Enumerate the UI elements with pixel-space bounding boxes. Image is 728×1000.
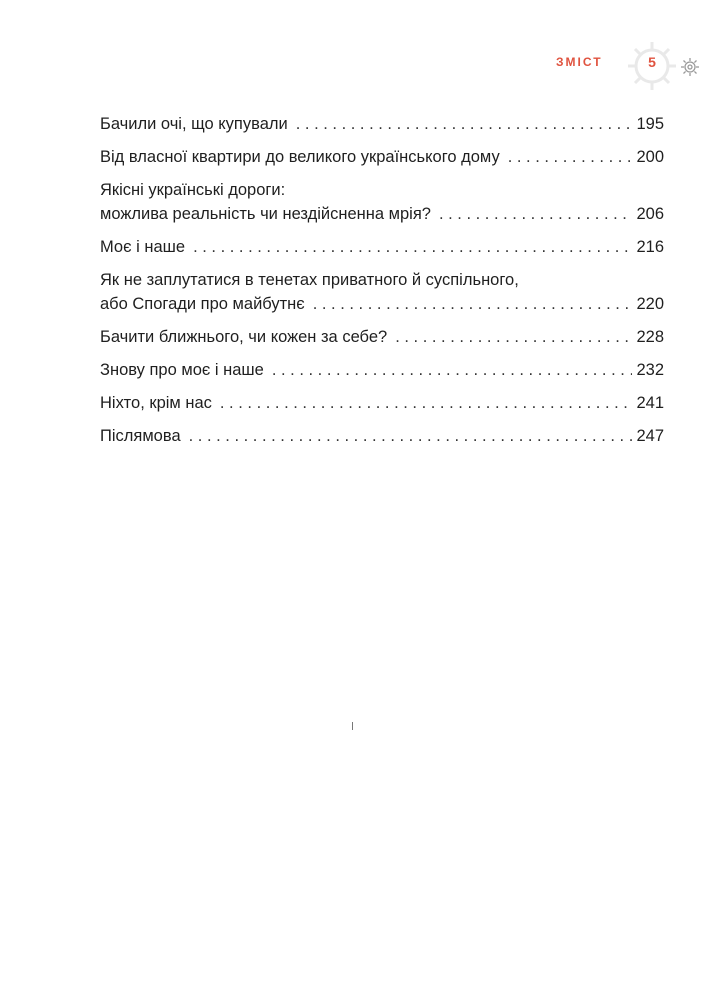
dot-leader bbox=[272, 358, 633, 382]
toc-entry-page: 247 bbox=[636, 427, 664, 445]
toc-entry-title: Моє і наше bbox=[100, 238, 186, 256]
dot-leader bbox=[508, 145, 633, 169]
dot-leader bbox=[395, 325, 632, 349]
toc-entry-title: Бачити ближнього, чи кожен за себе? bbox=[100, 328, 388, 346]
dot-leader bbox=[220, 391, 633, 415]
toc-entry bbox=[100, 235, 664, 259]
toc-entry-page: 241 bbox=[636, 394, 664, 412]
toc-entry-page: 232 bbox=[636, 361, 664, 379]
toc-entry-title: можлива реальність чи нездійсненна мрія? bbox=[100, 205, 431, 223]
toc-entry-page: 200 bbox=[636, 148, 664, 166]
toc-entry-title: Від власної квартири до великого українського дому bbox=[100, 148, 500, 166]
toc-entry-title: Знову про моє і наше bbox=[100, 361, 264, 379]
toc-entry-title-line1: Якісні українські дороги: bbox=[100, 181, 286, 199]
toc-entry bbox=[100, 358, 664, 382]
toc-entry-title: Ніхто, крім нас bbox=[100, 394, 212, 412]
toc-entry-title: Бачили очі, що купували bbox=[100, 115, 288, 133]
dot-leader bbox=[189, 424, 633, 448]
toc-entry-title: або Спогади про майбутнє bbox=[100, 295, 305, 313]
table-of-contents bbox=[100, 112, 664, 448]
print-speck bbox=[352, 722, 353, 730]
toc-entry-page: 228 bbox=[636, 328, 664, 346]
page-number: 5 bbox=[648, 54, 656, 70]
toc-entry bbox=[100, 424, 664, 448]
dot-leader bbox=[313, 292, 633, 316]
toc-entry-page: 206 bbox=[636, 205, 664, 223]
small-gear-icon bbox=[680, 57, 700, 77]
toc-entry bbox=[100, 325, 664, 349]
dot-leader bbox=[193, 235, 632, 259]
toc-entry-page: 220 bbox=[636, 295, 664, 313]
toc-entry bbox=[100, 268, 664, 316]
toc-entry-title: Післямова bbox=[100, 427, 181, 445]
toc-entry bbox=[100, 112, 664, 136]
dot-leader bbox=[296, 112, 633, 136]
dot-leader bbox=[439, 202, 633, 226]
toc-entry bbox=[100, 145, 664, 169]
running-header bbox=[516, 40, 706, 90]
section-label: ЗМІСТ bbox=[556, 55, 603, 69]
toc-entry-page: 216 bbox=[636, 238, 664, 256]
toc-entry bbox=[100, 178, 664, 226]
toc-entry bbox=[100, 391, 664, 415]
toc-entry-page: 195 bbox=[636, 115, 664, 133]
toc-entry-title-line1: Як не заплутатися в тенетах приватного й суспільного, bbox=[100, 271, 519, 289]
